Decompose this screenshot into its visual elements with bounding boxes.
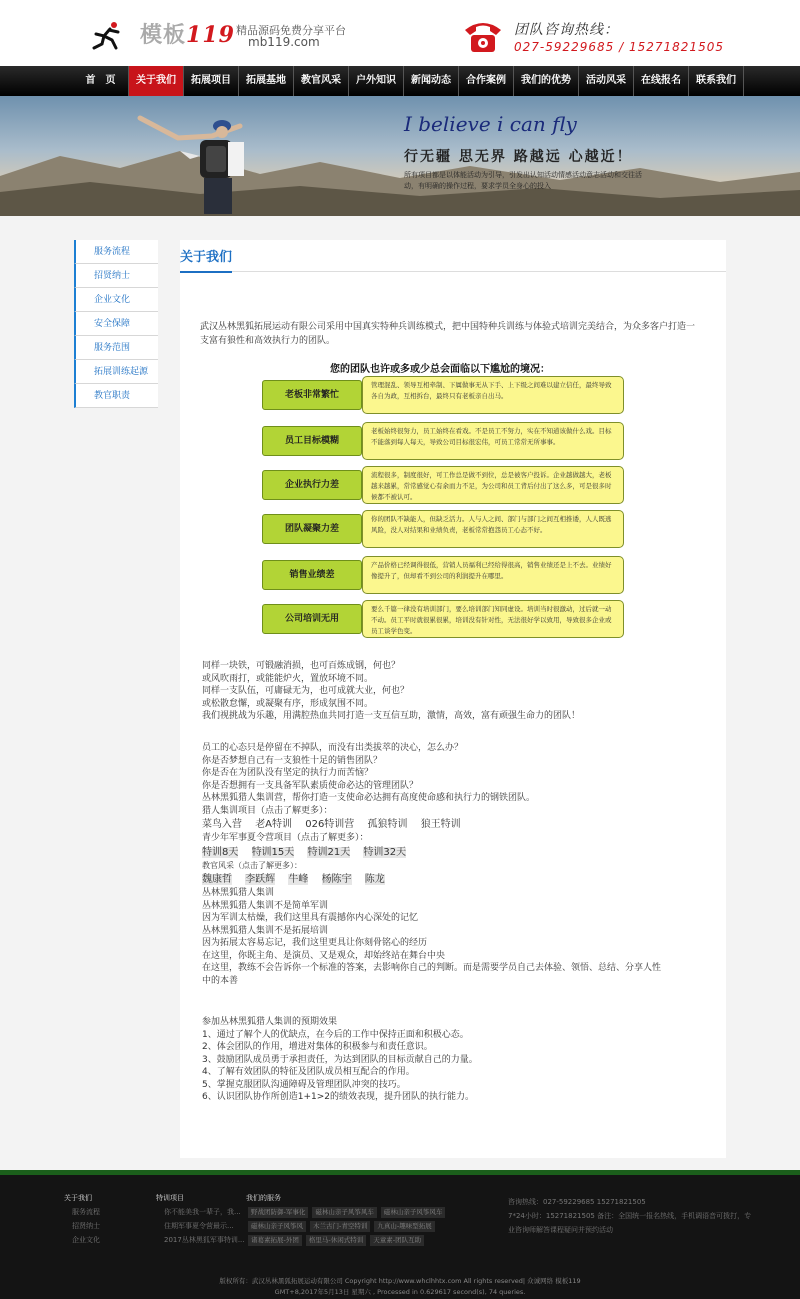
banner-slogan-desc: 所有项目都是以体能活动为引导，引发出认知活动情感活动意志活动和交往活动，有明确的操作过程，要求学员全身心的投入 <box>404 171 642 190</box>
phone-icon <box>462 18 504 54</box>
footer-col-title: 特训项目 <box>156 1194 184 1202</box>
text-line: 同样一块铁，可锻融消损，也可百炼成钢，何也？ <box>202 661 401 671</box>
footer-col-title: 我们的服务 <box>246 1194 281 1202</box>
project-link[interactable]: 菜鸟入营 <box>202 819 242 830</box>
banner-slogan-en: I believe i can fly <box>404 112 577 136</box>
text-line: 6、认识团队协作所创造1+1>2的绩效表现，提升团队的执行能力。 <box>202 1092 474 1102</box>
text-line: 因为拓展太容易忘记，我们这里更具让你刻骨铭心的经历 <box>202 938 428 948</box>
sidebar-item-scope[interactable]: 服务范围 <box>74 336 158 360</box>
intro-paragraph: 武汉丛林黑狐拓展运动有限公司采用中国真实特种兵训练模式，把中国特种兵训练与体验式培训完美结合，为众多客户打造一支富有狼性和高效执行力的团队。 <box>200 322 696 346</box>
hotline-title: 团队咨询热线： <box>514 22 619 38</box>
problem-desc: 老板始终很努力，员工始终在看戏。不是员工不努力，实在不知道该做什么戏。目标不能落到每人每天，导致公司目标很宏伟，可员工常常无所事事。 <box>362 422 624 460</box>
problem-row <box>262 422 624 460</box>
footer-col-about <box>64 1191 100 1247</box>
text-line: 你是否梦想自己有一支狼性十足的销售团队？ <box>202 755 383 766</box>
nav-item-projects[interactable]: 拓展项目 <box>184 66 239 96</box>
youth-camp-link[interactable]: 特训32天 <box>363 846 407 858</box>
problem-row <box>262 466 624 504</box>
footer-tag[interactable]: 木兰古门-青空特训 <box>310 1221 370 1232</box>
coach-link[interactable]: 李跃辉 <box>245 874 276 885</box>
sidebar <box>74 240 158 408</box>
text-line: 猎人集训项目（点击了解更多）： <box>202 805 333 816</box>
problem-label: 老板非常繁忙 <box>262 380 362 410</box>
footer-link[interactable]: 2017丛林黑狐军事特训... <box>164 1236 245 1244</box>
nav-item-bases[interactable]: 拓展基地 <box>239 66 294 96</box>
logo-domain: mb119.com <box>248 35 320 49</box>
youth-camp-link[interactable]: 特训8天 <box>202 846 239 858</box>
footer-link[interactable]: 服务流程 <box>72 1208 100 1216</box>
project-link[interactable]: 026特训营 <box>305 819 355 830</box>
problem-row <box>262 600 624 638</box>
banner-slogan-cn: 行无疆 思无界 路越远 心越近！ <box>404 149 633 165</box>
nav-item-advantages[interactable]: 我们的优势 <box>514 66 579 96</box>
sidebar-item-service-flow[interactable]: 服务流程 <box>74 240 158 264</box>
diagram-title: 您的团队也许或多或少总会面临以下尴尬的境况： <box>330 364 550 375</box>
text-line: 1、通过了解个人的优缺点，在今后的工作中保持正面和积极心态。 <box>202 1029 469 1040</box>
problem-row <box>262 376 624 414</box>
footer-tag[interactable]: 天童素-团队互助 <box>370 1235 424 1246</box>
problem-row <box>262 510 624 548</box>
hero-banner <box>0 96 800 216</box>
project-links <box>202 817 702 832</box>
text-line: 在这里，你既主角、是演员、又是观众，却始终站在舞台中央 <box>202 950 446 961</box>
text-block-effects <box>202 1016 702 1104</box>
footer-tag[interactable]: 磁林山亲子风筝风车 <box>312 1207 377 1218</box>
footer-contact-line: 7*24小时：15271821505 备注：全国统一报名热线，手机调语音可拨打，专 <box>508 1212 752 1220</box>
problem-desc: 你的团队不缺能人，但缺乏活力。人与人之间、部门与部门之间互相推诿，人人既逃风险，没人对结果和业绩负责，老板常常抱怨员工心态不好。 <box>362 510 624 548</box>
sidebar-item-origin[interactable]: 拓展训练起源 <box>74 360 158 384</box>
problem-desc: 要么千篇一律没有培训部门，要么培训部门知同虚设。培训当时很激动，过后就一动不动。员工平时就很累很累，培训没有针对性，无法很好学以致用，导致很多企业或员工谈学色变。 <box>362 600 624 638</box>
text-line: 3、鼓励团队成员勇于承担责任，为达到团队的目标贡献自己的力量。 <box>202 1054 478 1065</box>
text-line: 5、掌握克服团队沟通障碍及管理团队冲突的技巧。 <box>202 1079 406 1090</box>
nav-item-coaches[interactable]: 教官风采 <box>294 66 349 96</box>
footer-link[interactable]: 招贤纳士 <box>72 1222 100 1230</box>
text-line: 你是否想拥有一支具备军队素质使命必达的管理团队？ <box>202 780 419 791</box>
copyright-line: 版权所有：武汉丛林黑狐拓展运动有限公司 Copyright http://www.whclhhtx.com All rights reserved| 众诚网络 模板119 <box>219 1277 581 1285</box>
text-block-questions <box>202 742 702 987</box>
footer-tag[interactable]: 九真山-趣味型拓展 <box>374 1221 434 1232</box>
site-logo[interactable]: 模板119 <box>140 22 235 48</box>
problem-desc: 流程很多，制度很好，可工作总是做不到位，总是被客户投诉。企业越做越大，老板越来越累，常常感觉心有余而力不足，为公司和员工背后付出了这么多，可是很多时候都不被认可。 <box>362 466 624 504</box>
problem-label: 销售业绩差 <box>262 560 362 590</box>
sidebar-item-culture[interactable]: 企业文化 <box>74 288 158 312</box>
nav-item-cases[interactable]: 合作案例 <box>459 66 514 96</box>
text-line: 丛林黑狐猎人集训不是简单军训 <box>202 900 329 911</box>
footer-tag[interactable]: 野战团防御-军事化 <box>248 1207 308 1218</box>
coach-links <box>202 872 702 887</box>
footer-contact-line: 咨询热线：027-59229685 15271821505 <box>508 1198 646 1206</box>
nav-item-signup[interactable]: 在线报名 <box>634 66 689 96</box>
hotline-numbers: 027-59229685 / 15271821505 <box>514 40 724 54</box>
text-line: 你是否在为团队没有坚定的执行力而苦恼？ <box>202 768 374 778</box>
runner-logo-icon[interactable] <box>90 20 124 50</box>
sidebar-item-recruit[interactable]: 招贤纳士 <box>74 264 158 288</box>
text-line: 或松散怠懈，或凝聚有序，形成氛围不同。 <box>202 698 374 709</box>
copyright <box>0 1276 800 1298</box>
sidebar-item-coach-duty[interactable]: 教官职责 <box>74 384 158 408</box>
problem-label: 公司培训无用 <box>262 604 362 634</box>
text-line: 在这里，教练不会告诉你一个标准的答案，去影响你自己的判断。而是需要学员自己去体验、领悟、总结、分享人性 <box>202 963 662 973</box>
text-line: 因为军训太枯燥，我们这里具有震撼你内心深处的记忆 <box>202 913 419 923</box>
youth-camp-link[interactable]: 特训21天 <box>307 846 351 858</box>
coach-link[interactable]: 牛峰 <box>288 874 309 885</box>
problem-label: 团队凝聚力差 <box>262 514 362 544</box>
text-line: 参加丛林黑狐猎人集训的预期效果 <box>202 1017 338 1027</box>
text-block-steel <box>202 660 702 723</box>
project-link[interactable]: 孤狼特训 <box>367 819 408 830</box>
footer-link[interactable]: 你不能美我一辈子，我... <box>164 1208 241 1216</box>
nav-item-home[interactable]: 首 页 <box>73 66 129 96</box>
nav-item-news[interactable]: 新闻动态 <box>404 66 459 96</box>
footer-col-projects <box>156 1191 245 1247</box>
text-line: 员工的心态只是停留在不掉队，而没有出类拔萃的决心，怎么办？ <box>202 743 464 753</box>
text-line: 丛林黑狐猎人集训 <box>202 888 275 898</box>
nav-item-outdoor[interactable]: 户外知识 <box>349 66 404 96</box>
project-link[interactable]: 狼王特训 <box>420 819 461 830</box>
problem-desc: 管理混乱、领导互相牵制、下属做事无从下手、上下级之间难以建立信任，最终导致各自为政，互相拆台，最终只有老板亲自出马。 <box>362 376 624 414</box>
footer-tag[interactable]: 诸葛素拓展-外团 <box>248 1235 302 1246</box>
page-title-bar <box>180 240 726 272</box>
footer-contact <box>508 1195 758 1237</box>
mountain-hiker-image <box>0 96 800 216</box>
logo-tagline: 精品源码免费分享平台 <box>236 24 346 37</box>
text-line: 我们视挑战为乐趣，用满腔热血共同打造一支互信互助，激情，高效，富有顽强生命力的团队！ <box>202 711 581 721</box>
text-line: 4、了解有效团队的特征及团队成员相互配合的作用。 <box>202 1067 415 1077</box>
project-link[interactable]: 老A特训 <box>255 819 293 830</box>
youth-camp-links <box>202 845 702 860</box>
text-line: 丛林黑狐猎人集训营，帮你打造一支使命必达拥有高度使命感和执行力的钢铁团队。 <box>202 793 536 803</box>
footer-tag[interactable]: 磁林山亲子风筝风 <box>248 1221 306 1232</box>
page-title: 关于我们 <box>180 246 232 273</box>
coach-link[interactable]: 魏康哲 <box>202 874 232 885</box>
text-line: 青少年军事夏令营项目（点击了解更多）： <box>202 833 369 843</box>
footer-link[interactable]: 企业文化 <box>72 1236 100 1244</box>
text-line: 中的本善 <box>202 975 239 986</box>
text-line: 或风吹雨打，或能能炉火，置放环境不同。 <box>202 673 374 684</box>
main-content <box>180 240 726 1158</box>
text-line: 同样一支队伍，可庸碌无为，也可成就大业，何也？ <box>202 686 410 696</box>
problem-desc: 产品价格已经调得很低，营销人员福利已经给得很高，销售业绩还是上不去。业绩好像提升了，但却看不到公司的利润提升在哪里。 <box>362 556 624 594</box>
text-line: 丛林黑狐猎人集训不是拓展培训 <box>202 925 329 936</box>
sidebar-item-safety[interactable]: 安全保障 <box>74 312 158 336</box>
text-line: 2、体会团队的作用，增进对集体的积极参与和责任意识。 <box>202 1042 433 1052</box>
footer-link[interactable]: 住期军事夏令营最示... <box>164 1222 234 1230</box>
problem-label: 员工目标模糊 <box>262 426 362 456</box>
copyright-line: GMT+8,2017年5月13日 星期六 , Processed in 0.629617 second(s), 74 queries. <box>274 1288 526 1296</box>
problem-label: 企业执行力差 <box>262 470 362 500</box>
footer-col-title: 关于我们 <box>64 1194 92 1202</box>
footer-contact-line: 业咨询师解答课程疑问并预约活动 <box>508 1226 613 1234</box>
nav-item-contact[interactable]: 联系我们 <box>689 66 744 96</box>
footer-tag[interactable]: 格里马-休闲式特训 <box>306 1235 366 1246</box>
footer-col-services <box>246 1191 466 1247</box>
footer-tag[interactable]: 磁林山亲子风筝风车 <box>381 1207 446 1218</box>
coach-link[interactable]: 杨陈宇 <box>321 874 352 885</box>
site-header <box>0 0 800 66</box>
problem-row <box>262 556 624 594</box>
text-line: 教官风采（点击了解更多）： <box>202 860 302 870</box>
nav-item-activities[interactable]: 活动风采 <box>579 66 634 96</box>
main-nav <box>0 66 800 96</box>
youth-camp-link[interactable]: 特训15天 <box>251 846 295 858</box>
nav-item-about[interactable]: 关于我们 <box>129 66 184 96</box>
coach-link[interactable]: 陈龙 <box>364 874 385 885</box>
